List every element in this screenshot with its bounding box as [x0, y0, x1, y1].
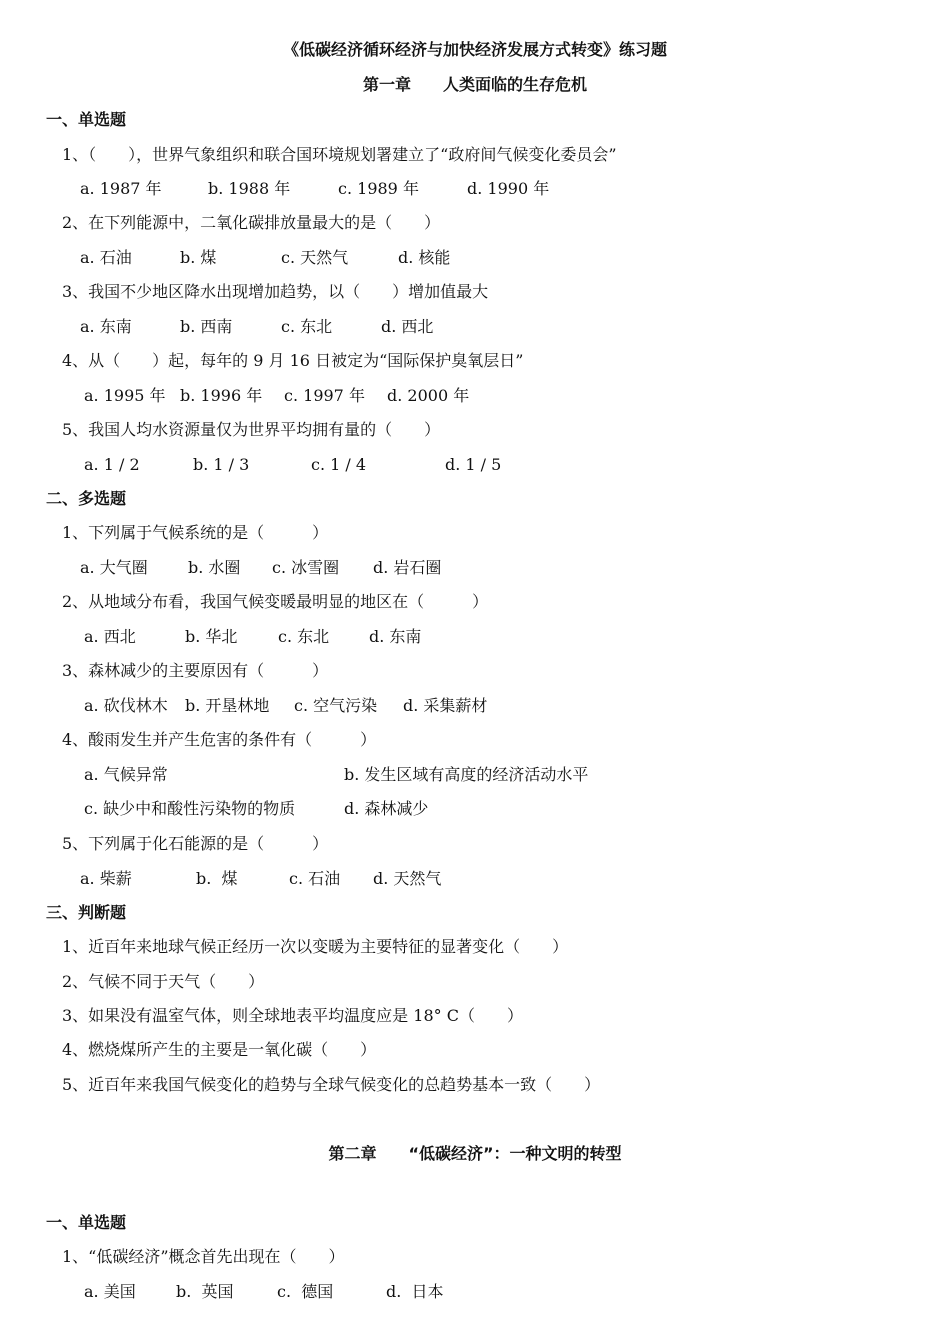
- option-d: d. 东南: [369, 627, 422, 646]
- option-a: a. 西北: [84, 627, 136, 646]
- question-text: 2、气候不同于天气（ ）: [62, 972, 265, 991]
- option-c: c. 空气污染: [294, 696, 378, 715]
- question-text: 5、下列属于化石能源的是（ ）: [62, 834, 329, 853]
- option-b: b. 1996 年: [180, 386, 263, 405]
- option-b: b. 煤: [180, 248, 217, 267]
- option-a: a. 砍伐林木: [84, 696, 168, 715]
- section-single-choice: 一、单选题: [46, 1213, 127, 1232]
- question-text: 1、下列属于气候系统的是（ ）: [62, 523, 329, 542]
- question-text: 5、近百年来我国气候变化的趋势与全球气候变化的总趋势基本一致（ ）: [62, 1075, 601, 1094]
- option-c: c. 1989 年: [338, 179, 419, 198]
- option-c: c. 缺少中和酸性污染物的物质: [84, 799, 296, 818]
- option-c: c. 东北: [278, 627, 330, 646]
- option-a: a. 大气圈: [80, 558, 148, 577]
- question-text: 1、（ ），世界气象组织和联合国环境规划署建立了“政府间气候变化委员会”: [62, 145, 617, 164]
- option-b: b. 英国: [176, 1282, 234, 1301]
- option-a: a. 东南: [80, 317, 132, 336]
- option-c: c. 德国: [277, 1282, 334, 1301]
- question-text: 4、酸雨发生并产生危害的条件有（ ）: [62, 730, 377, 749]
- option-b: b. 开垦林地: [185, 696, 270, 715]
- option-b: b. 1988 年: [208, 179, 291, 198]
- option-c: c. 1997 年: [284, 386, 365, 405]
- option-a: a. 石油: [80, 248, 132, 267]
- option-d: d. 1990 年: [467, 179, 550, 198]
- option-b: b. 水圈: [188, 558, 241, 577]
- option-c: c. 石油: [289, 869, 341, 888]
- section-single-choice: 一、单选题: [46, 110, 127, 129]
- option-d: d. 森林减少: [344, 799, 429, 818]
- section-true-false: 三、判断题: [46, 903, 127, 922]
- question-text: 3、如果没有温室气体，则全球地表平均温度应是 18° C（ ）: [62, 1006, 523, 1025]
- question-text: 4、燃烧煤所产生的主要是一氧化碳（ ）: [62, 1040, 377, 1059]
- chapter-1-heading: 第一章 人类面临的生存危机: [362, 75, 587, 94]
- question-text: 3、森林减少的主要原因有（ ）: [62, 661, 329, 680]
- question-text: 5、我国人均水资源量仅为世界平均拥有量的（ ）: [62, 420, 441, 439]
- option-a: a. 气候异常: [84, 765, 168, 784]
- option-a: a. 1995 年: [84, 386, 166, 405]
- option-d: d. 西北: [381, 317, 434, 336]
- option-d: d. 1 / 5: [445, 455, 502, 474]
- option-c: c. 冰雪圈: [272, 558, 340, 577]
- question-text: 3、我国不少地区降水出现增加趋势，以（ ）增加值最大: [62, 282, 489, 301]
- section-multiple-choice: 二、多选题: [46, 489, 127, 508]
- chapter-2-heading: 第二章 “低碳经济”：一种文明的转型: [328, 1144, 622, 1163]
- option-a: a. 柴薪: [80, 869, 132, 888]
- option-b: b. 发生区域有高度的经济活动水平: [344, 765, 589, 784]
- option-b: b. 煤: [196, 869, 238, 888]
- option-a: a. 美国: [84, 1282, 136, 1301]
- question-text: 4、从（ ）起，每年的 9 月 16 日被定为“国际保护臭氧层日”: [62, 351, 524, 370]
- option-c: c. 东北: [281, 317, 333, 336]
- option-d: d. 采集薪材: [403, 696, 488, 715]
- option-a: a. 1 / 2: [84, 455, 140, 474]
- question-text: 1、“低碳经济”概念首先出现在（ ）: [62, 1247, 345, 1266]
- option-d: d. 天然气: [373, 869, 442, 888]
- option-d: d. 日本: [386, 1282, 444, 1301]
- option-c: c. 天然气: [281, 248, 349, 267]
- option-b: b. 西南: [180, 317, 233, 336]
- option-a: a. 1987 年: [80, 179, 162, 198]
- option-d: d. 核能: [398, 248, 451, 267]
- question-text: 1、近百年来地球气候正经历一次以变暖为主要特征的显著变化（ ）: [62, 937, 569, 956]
- option-c: c. 1 / 4: [311, 455, 367, 474]
- question-text: 2、在下列能源中，二氧化碳排放量最大的是（ ）: [62, 213, 441, 232]
- option-d: d. 2000 年: [387, 386, 470, 405]
- question-text: 2、从地域分布看，我国气候变暖最明显的地区在（ ）: [62, 592, 489, 611]
- option-b: b. 1 / 3: [193, 455, 250, 474]
- option-d: d. 岩石圈: [373, 558, 442, 577]
- document-title: 《低碳经济循环经济与加快经济发展方式转变》练习题: [282, 40, 667, 59]
- option-b: b. 华北: [185, 627, 238, 646]
